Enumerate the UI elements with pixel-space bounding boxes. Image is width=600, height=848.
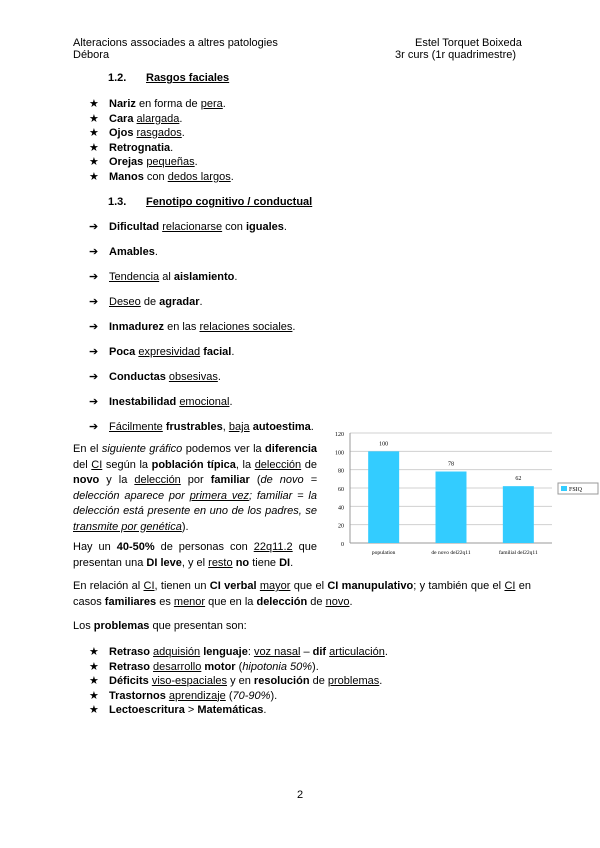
header-term: 3r curs (1r quadrimestre): [395, 49, 517, 61]
list-item: ★ Retraso adquisión lenguaje: voz nasal – dif articulación.: [89, 646, 388, 658]
header-course: Alteracions associades a altres patologies: [73, 37, 278, 49]
x-tick-label: population: [371, 550, 396, 556]
list-item: ➔ Dificultad relacionarse con iguales.: [89, 221, 287, 233]
paragraph-di-stats: Hay un 40-50% de personas con 22q11.2 que presentan una DI leve, y el resto no tiene DI.: [73, 541, 317, 569]
arrow-icon: ➔: [89, 296, 99, 308]
legend-swatch: [561, 486, 567, 491]
y-tick-label: 0: [341, 542, 344, 548]
list-item: ➔ Tendencia al aislamiento.: [89, 271, 238, 283]
section-title: Rasgos faciales: [146, 72, 230, 84]
x-tick-label: de novo del22q11: [431, 550, 471, 556]
arrow-icon: ➔: [89, 321, 99, 333]
list-item: ➔ Inestabilidad emocional.: [89, 396, 233, 408]
list-item: ➔ Amables.: [89, 246, 158, 258]
header-left: [73, 37, 278, 61]
paragraph-chart-intro: En el siguiente gráfico podemos ver la diferencia del CI según la población típica, la delección de novo y la delección por familiar (de novo = delección aparece por primera vez; familiar = la delección está presente en uno de los padres, se transmite por genética).: [73, 443, 318, 533]
star-icon: ★: [89, 704, 99, 716]
star-icon: ★: [89, 98, 99, 110]
chart-bar: [503, 486, 534, 543]
arrow-icon: ➔: [89, 246, 99, 258]
list-item: ➔ Poca expresividad facial.: [89, 346, 235, 358]
list-item: ★ Manos con dedos largos.: [89, 170, 234, 183]
list-item: ➔ Deseo de agradar.: [89, 296, 203, 308]
y-tick-label: 80: [338, 468, 344, 475]
data-label: 100: [379, 441, 389, 448]
section-number: 1.2.: [108, 72, 127, 84]
chart-bar: [436, 472, 467, 544]
list-item: ★ Retraso desarrollo motor (hipotonia 50%).: [89, 660, 319, 673]
cognitive-list: [89, 220, 349, 445]
list-item: ★ Ojos rasgados.: [89, 127, 185, 139]
list-item: ★ Cara alargada.: [89, 112, 183, 125]
list-item: ★ Nariz en forma de pera.: [89, 98, 226, 110]
list-item: ★ Lectoescritura > Matemáticas.: [89, 704, 267, 716]
list-item: ➔ Inmadurez en las relaciones sociales.: [89, 321, 296, 333]
y-tick-label: 100: [335, 450, 344, 457]
star-icon: ★: [89, 646, 99, 658]
star-icon: ★: [89, 689, 99, 702]
y-tick-label: 40: [338, 505, 344, 512]
arrow-icon: ➔: [89, 396, 99, 408]
legend-label: FSIQ: [569, 487, 583, 493]
arrow-icon: ➔: [89, 271, 99, 283]
star-icon: ★: [89, 660, 99, 673]
star-icon: ★: [89, 141, 99, 154]
star-icon: ★: [89, 127, 99, 139]
data-label: 78: [448, 461, 454, 468]
fsiq-bar-chart: [322, 423, 600, 563]
arrow-icon: ➔: [89, 346, 99, 358]
header-author: Estel Torquet Boixeda: [415, 37, 522, 49]
data-label: 62: [515, 476, 522, 483]
section-heading-fenotipo: [108, 196, 312, 208]
page-number: 2: [296, 789, 304, 801]
problems-list: [89, 645, 509, 718]
section-heading-rasgos: [108, 72, 229, 84]
list-item: ★ Déficits viso-espaciales y en resolución de problemas.: [89, 675, 383, 687]
header-teacher: Débora: [73, 49, 110, 61]
y-tick-label: 120: [335, 432, 344, 438]
list-item: ➔ Fácilmente frustrables, baja autoestima.: [89, 421, 314, 433]
star-icon: ★: [89, 675, 99, 687]
section-title: Fenotipo cognitivo / conductual: [146, 196, 313, 208]
list-item: ➔ Conductas obsesivas.: [89, 371, 221, 383]
facial-features-list: [89, 97, 489, 184]
header-right: [395, 37, 525, 61]
list-item: ★ Retrognatia.: [89, 141, 174, 154]
arrow-icon: ➔: [89, 221, 99, 233]
arrow-icon: ➔: [89, 421, 99, 433]
list-item: ★ Trastornos aprendizaje (70-90%).: [89, 689, 278, 702]
list-item: ★ Orejas pequeñas.: [89, 156, 198, 168]
star-icon: ★: [89, 156, 99, 168]
section-number: 1.3.: [108, 196, 127, 208]
star-icon: ★: [89, 170, 99, 183]
y-tick-label: 20: [338, 523, 344, 530]
star-icon: ★: [89, 112, 99, 125]
x-tick-label: familial del22q11: [498, 550, 538, 556]
chart-bar: [368, 451, 399, 543]
paragraph-ci-comparison: En relación al CI, tienen un CI verbal mayor que el CI manupulativo; y también que el CI en casos familiares es menor que en la delección de novo.: [73, 580, 532, 608]
y-tick-label: 60: [338, 487, 344, 493]
arrow-icon: ➔: [89, 371, 99, 383]
paragraph-problems-intro: Los problemas que presentan son:: [73, 620, 247, 632]
